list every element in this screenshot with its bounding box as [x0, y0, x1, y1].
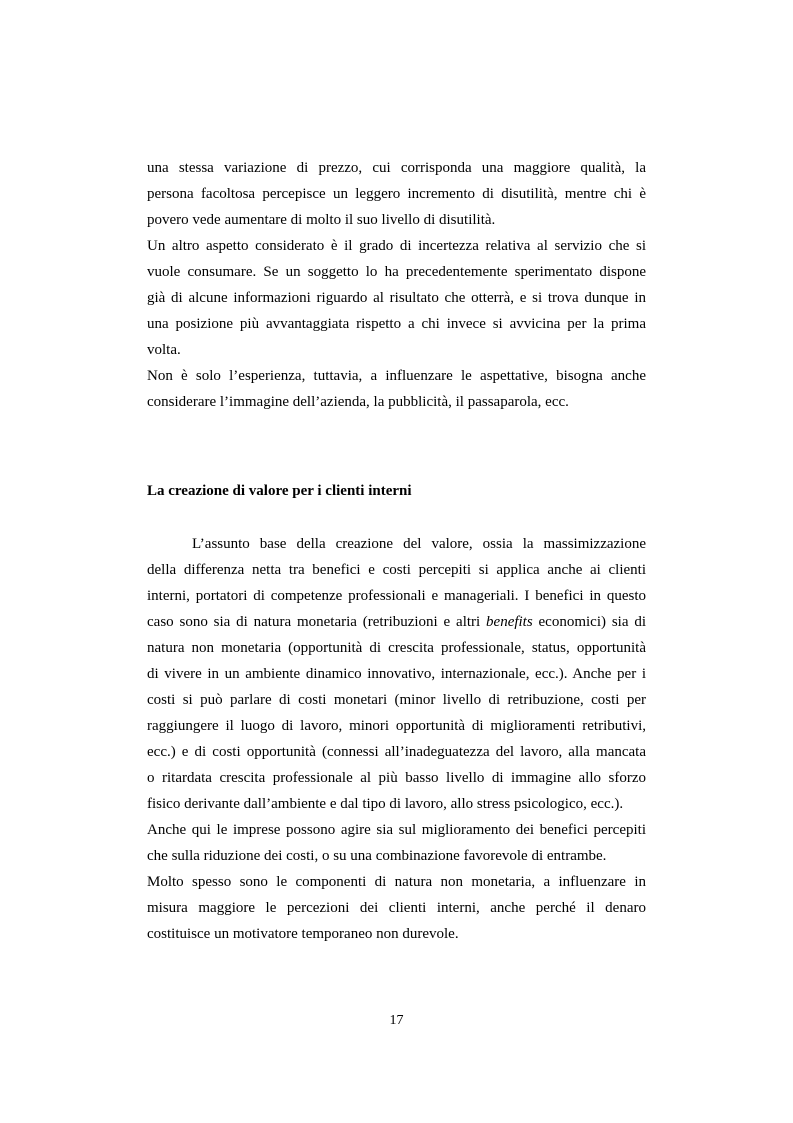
paragraph-line: Un altro aspetto considerato è il grado di incertezza relativa al servizio che si	[147, 238, 646, 254]
paragraph-line: costi si può parlare di costi monetari (minor livello di retribuzione, costi per	[147, 692, 646, 708]
paragraph-line: costituisce un motivatore temporaneo non durevole.	[147, 926, 459, 942]
paragraph-line: della differenza netta tra benefici e costi percepiti si applica anche ai clienti	[147, 562, 646, 578]
page-number: 17	[389, 1013, 404, 1028]
paragraph-line: una posizione più avvantaggiata rispetto a chi invece si avvicina per la prima	[147, 316, 646, 332]
paragraph-line: Non è solo l’esperienza, tuttavia, a influenzare le aspettative, bisogna anche	[147, 368, 646, 384]
paragraph-line: interni, portatori di competenze professionali e manageriali. I benefici in questo	[147, 588, 646, 604]
line-text: economici) sia di	[532, 614, 646, 630]
italic-term: benefits	[486, 614, 533, 630]
paragraph-line: o ritardata crescita professionale al più basso livello di immagine allo sforzo	[147, 770, 646, 786]
line-text: caso sono sia di natura monetaria (retribuzioni e altri	[147, 614, 487, 630]
paragraph-line: di vivere in un ambiente dinamico innovativo, internazionale, ecc.). Anche per i	[147, 666, 646, 682]
paragraph-line: raggiungere il luogo di lavoro, minori opportunità di miglioramenti retributivi,	[147, 718, 646, 734]
paragraph-line: persona facoltosa percepisce un leggero incremento di disutilità, mentre chi è	[147, 186, 646, 202]
section-heading: La creazione di valore per i clienti interni	[147, 483, 412, 499]
paragraph-line: che sulla riduzione dei costi, o su una combinazione favorevole di entrambe.	[147, 848, 607, 864]
paragraph-line: povero vede aumentare di molto il suo livello di disutilità.	[147, 212, 496, 228]
paragraph-line: considerare l’immagine dell’azienda, la pubblicità, il passaparola, ecc.	[147, 394, 569, 410]
paragraph-line: volta.	[147, 342, 181, 358]
paragraph-line: L’assunto base della creazione del valore, ossia la massimizzazione	[192, 536, 646, 552]
paragraph-line: già di alcune informazioni riguardo al risultato che otterrà, e si trova dunque in	[147, 290, 646, 306]
paragraph-line	[147, 609, 646, 635]
paragraph-line: fisico derivante dall’ambiente e dal tipo di lavoro, allo stress psicologico, ecc.).	[147, 796, 624, 812]
paragraph-line: vuole consumare. Se un soggetto lo ha precedentemente sperimentato dispone	[147, 264, 646, 280]
paragraph-line: Molto spesso sono le componenti di natura non monetaria, a influenzare in	[147, 874, 646, 890]
paragraph-line: misura maggiore le percezioni dei clienti interni, anche perché il denaro	[147, 900, 646, 916]
paragraph-line: ecc.) e di costi opportunità (connessi all’inadeguatezza del lavoro, alla mancata	[147, 744, 646, 760]
paragraph-line: una stessa variazione di prezzo, cui corrisponda una maggiore qualità, la	[147, 160, 646, 176]
paragraph-line: natura non monetaria (opportunità di crescita professionale, status, opportunità	[147, 640, 646, 656]
paragraph-line: Anche qui le imprese possono agire sia sul miglioramento dei benefici percepiti	[147, 822, 646, 838]
